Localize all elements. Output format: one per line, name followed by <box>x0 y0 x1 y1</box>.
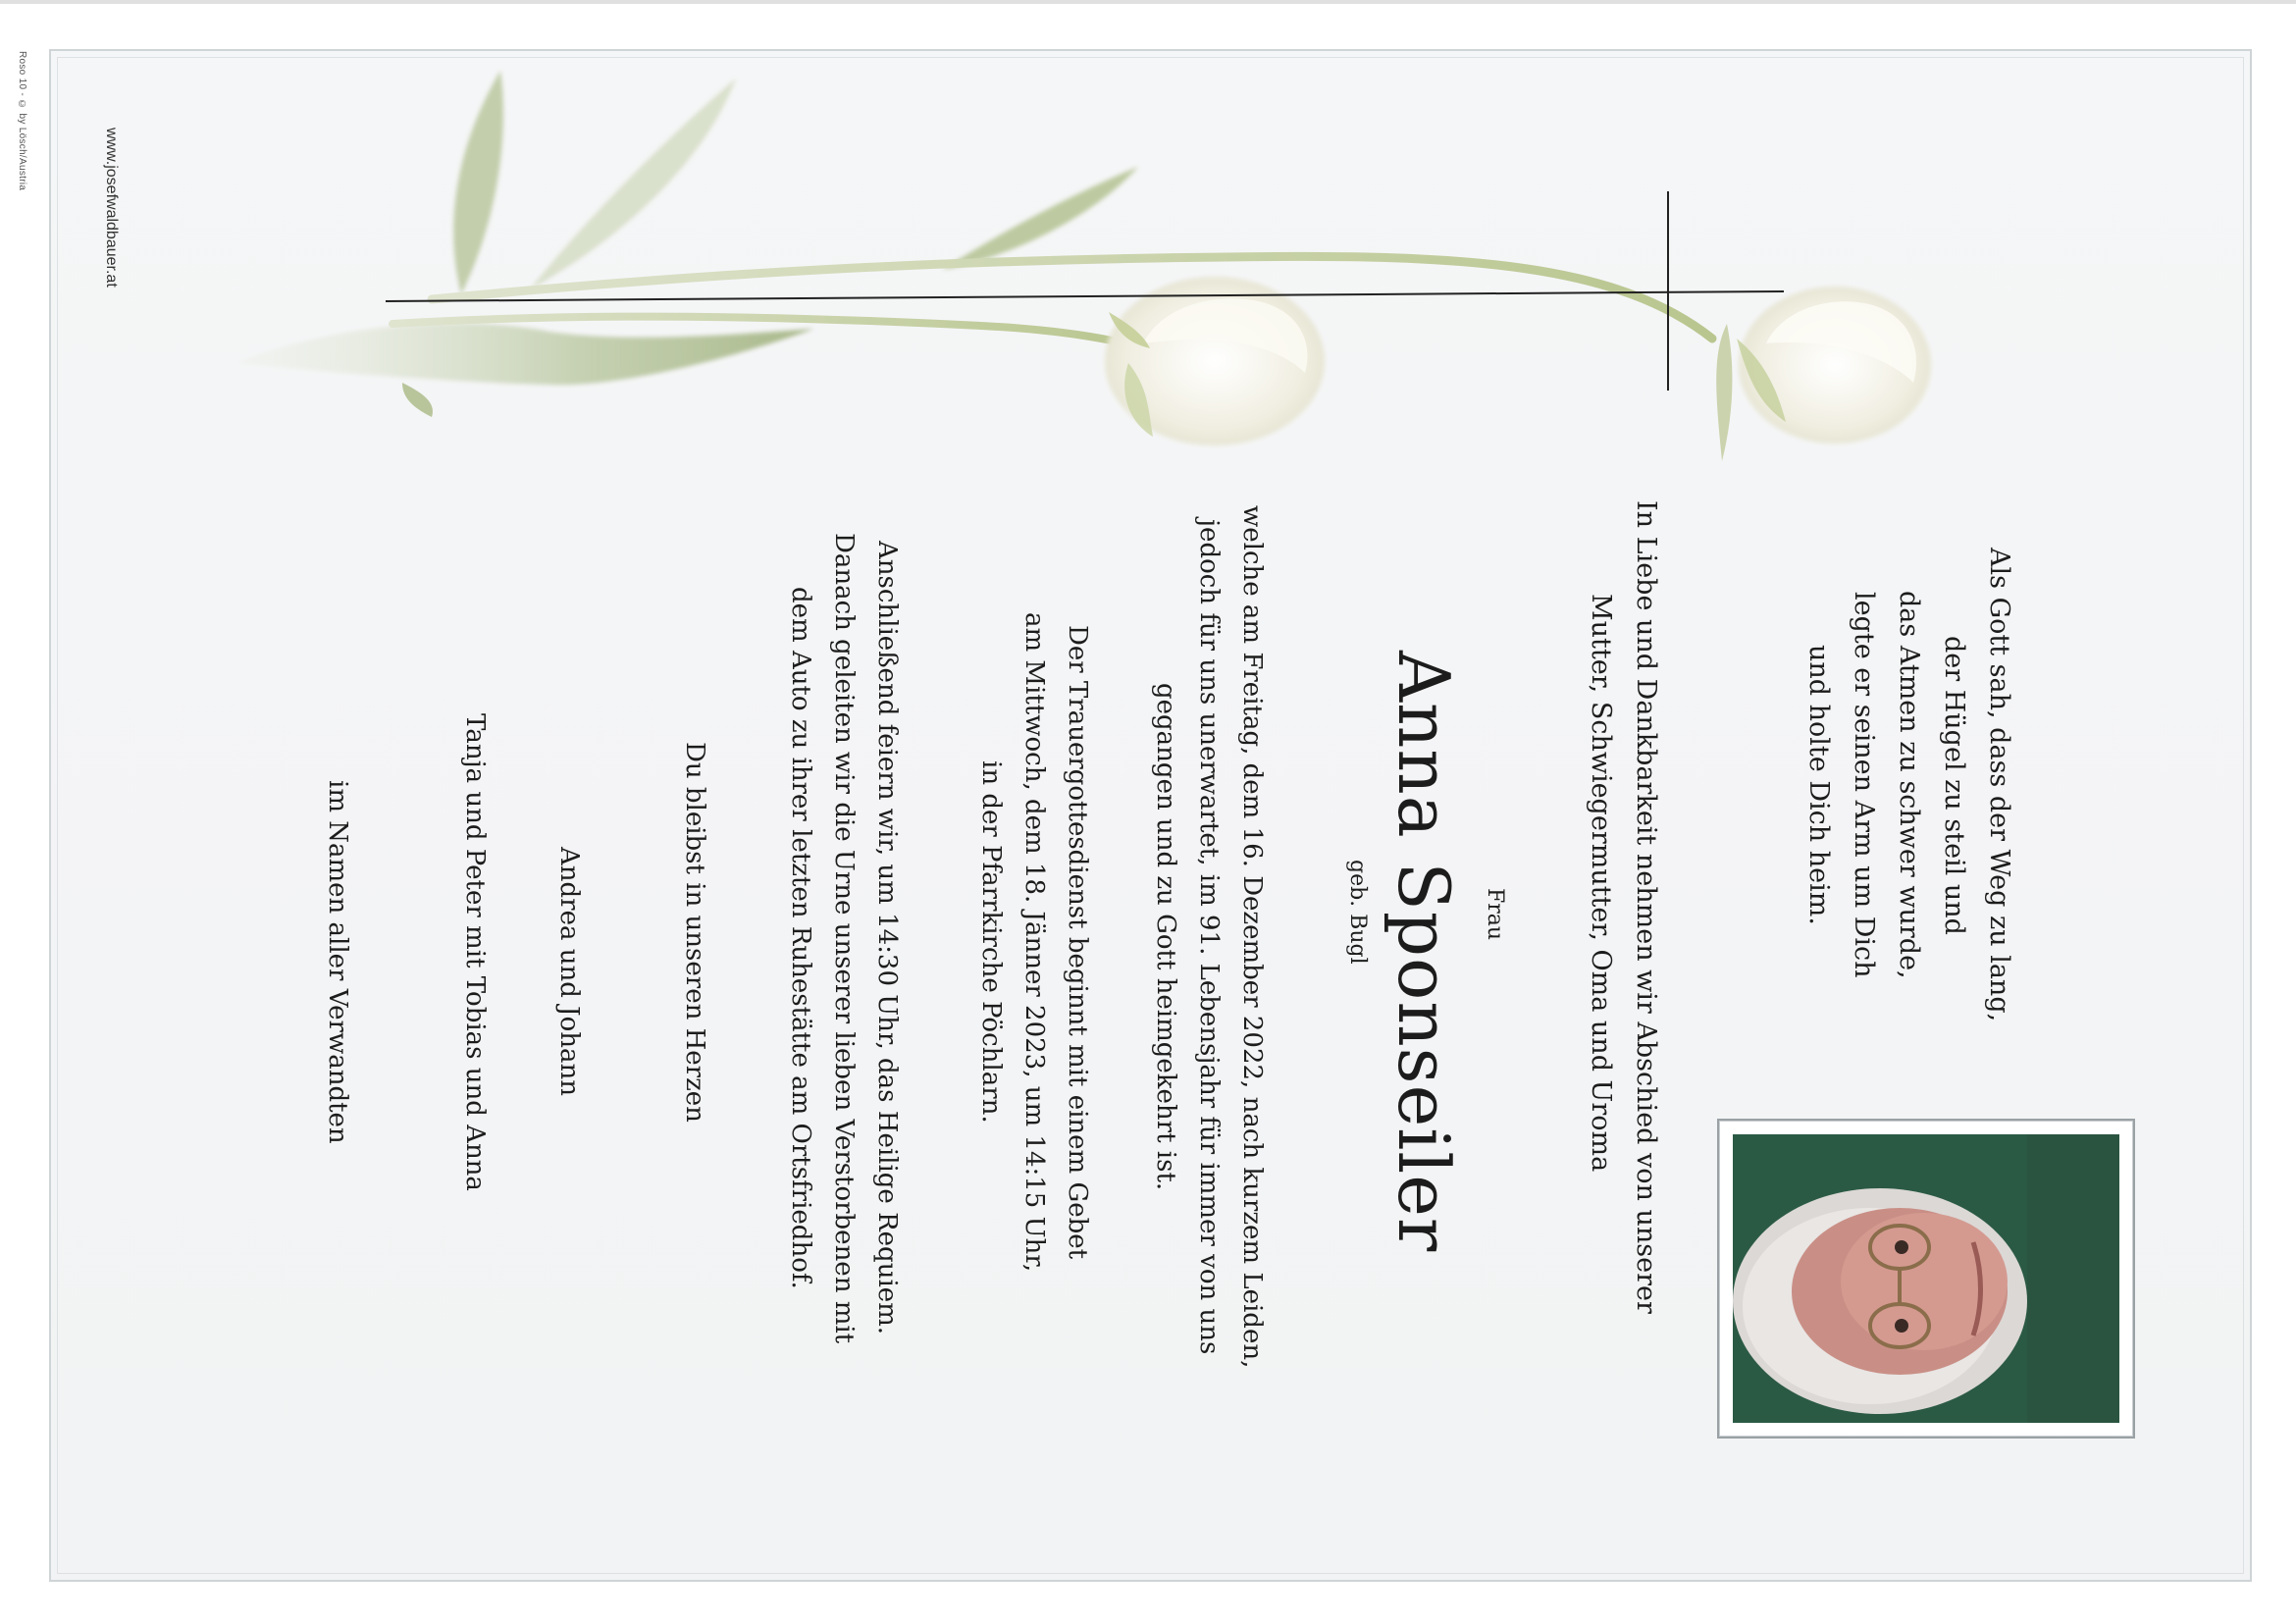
burial-line: Danach geleiten wir die Urne unserer lieben Verstorbenen mit <box>829 532 859 1344</box>
verse-line: das Atmen zu schwer wurde, <box>1894 591 1924 979</box>
burial-line: Anschließend feiern wir, um 14:30 Uhr, das Heilige Requiem. <box>872 541 902 1335</box>
passing-line: gegangen und zu Gott heimgekehrt ist. <box>1151 683 1180 1191</box>
farewell-intro <box>1570 500 1668 1314</box>
signature-line: im Namen aller Verwandten <box>323 779 352 1144</box>
leaf-upper <box>453 71 503 294</box>
deceased-name: Anna Sponseiler <box>1383 651 1465 1253</box>
leaf-group <box>235 71 1138 417</box>
signature-line: Andrea und Johann <box>554 847 584 1096</box>
passing-paragraph <box>1087 466 1274 1408</box>
burial-line: dem Auto zu ihrer letzten Ruhestätte am Ortsfriedhof. <box>786 587 815 1289</box>
service-line: am Mittwoch, dem 18. Jänner 2023, um 14:15 Uhr, <box>1019 611 1049 1273</box>
rose-left <box>1105 277 1325 445</box>
verse-line: Als Gott sah, dass der Weg zu lang, <box>1984 548 2014 1022</box>
intro-line: In Liebe und Dankbarkeit nehmen wir Abschied von unserer <box>1631 500 1661 1314</box>
leaf-upper-2 <box>530 79 736 289</box>
leaf-long-left <box>235 323 814 385</box>
service-paragraph <box>952 579 1099 1305</box>
remembrance-line: Du bleibst in unseren Herzen <box>680 742 709 1123</box>
passing-line: welche am Freitag, dem 16. Dezember 2022, nach kurzem Leiden, <box>1237 505 1267 1369</box>
service-line: in der Pfarrkirche Pöchlarn. <box>976 760 1006 1124</box>
intro-line: Mutter, Schwiegermutter, Oma und Uroma <box>1586 594 1616 1173</box>
memorial-verse <box>1803 530 2021 1040</box>
passing-line: jedoch für uns unerwartet, im 91. Lebensjahr für immer von uns <box>1194 519 1224 1355</box>
honorific: Frau <box>1483 888 1507 941</box>
website-text: www.josefwaldbauer.at <box>103 128 120 288</box>
verse-line: legte er seinen Arm um Dich <box>1849 592 1879 978</box>
cross-horizontal <box>386 291 1784 301</box>
stem-upper <box>432 256 1712 339</box>
portrait-frame <box>1717 1119 2135 1439</box>
print-credit: Roso 10 - © by Lösch/Austria <box>17 51 27 191</box>
birth-name: geb. Bugl <box>1345 860 1370 965</box>
verse-line: der Hügel zu steil und <box>1939 635 1969 935</box>
service-line: Der Trauergottesdienst beginnt mit einem Gebet <box>1063 624 1092 1260</box>
leaf-right <box>942 167 1138 270</box>
signature-line: Tanja und Peter mit Tobias und Anna <box>460 712 490 1191</box>
rose-right <box>1716 287 1931 461</box>
portrait-photo <box>1733 1134 2119 1423</box>
verse-line: und holte Dich heim. <box>1803 645 1834 925</box>
leaf-bottom <box>402 383 433 417</box>
burial-paragraph <box>761 497 909 1380</box>
portrait-image <box>1733 1134 2119 1423</box>
